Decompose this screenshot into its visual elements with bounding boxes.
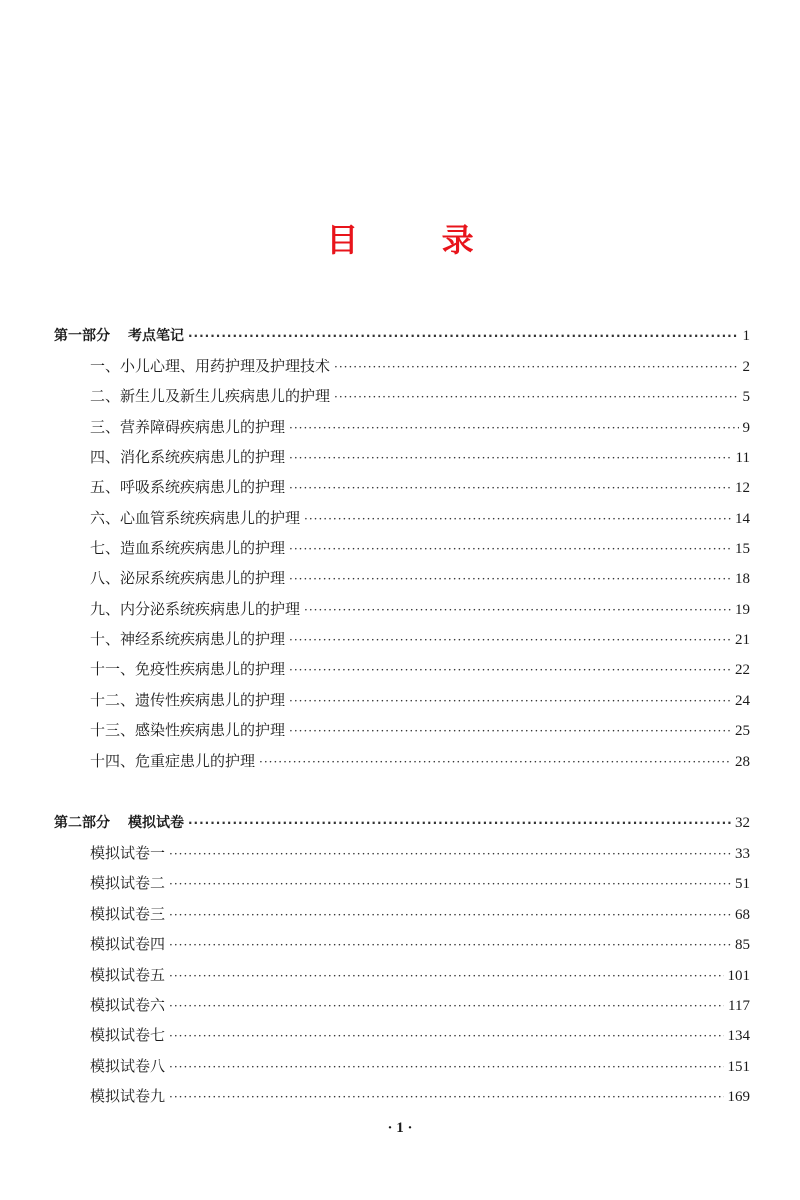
toc-item[interactable] [90, 383, 750, 409]
toc-item[interactable] [90, 414, 750, 440]
dot-leader [289, 415, 738, 441]
dot-leader [259, 749, 731, 775]
dot-leader [289, 536, 731, 562]
toc-item[interactable] [90, 1053, 750, 1079]
toc-item-label: 模拟试卷三 [90, 905, 166, 923]
toc-page-number: 22 [735, 662, 750, 678]
toc-item[interactable] [90, 474, 750, 500]
toc-item[interactable] [90, 535, 750, 561]
toc-page-number: 12 [735, 480, 750, 496]
dot-leader [169, 993, 724, 1019]
toc-item[interactable] [90, 687, 750, 713]
toc-page-number: 15 [735, 541, 750, 557]
toc-part-label: 第一部分 考点笔记 [54, 328, 184, 344]
toc-item-label: 模拟试卷五 [90, 966, 166, 984]
toc-item-label: 六、心血管系统疾病患儿的护理 [90, 509, 301, 527]
toc-item-label: 模拟试卷六 [90, 996, 166, 1014]
toc-item-label: 十、神经系统疾病患儿的护理 [90, 630, 286, 648]
dot-leader [188, 323, 739, 349]
dot-leader [334, 354, 738, 380]
dot-leader [304, 597, 731, 623]
toc-item-label: 一、小儿心理、用药护理及护理技术 [90, 357, 331, 375]
toc-page-number: 21 [735, 632, 750, 648]
dot-leader [289, 718, 731, 744]
toc-item-label: 模拟试卷七 [90, 1026, 166, 1044]
toc-page-number: 51 [735, 876, 750, 892]
dot-leader [289, 566, 731, 592]
toc-item[interactable] [90, 717, 750, 743]
toc-page-number: 28 [735, 754, 750, 770]
toc-page-number: 14 [735, 511, 750, 527]
toc-item-label: 七、造血系统疾病患儿的护理 [90, 539, 286, 557]
page-title: 目 录 [326, 221, 510, 259]
toc-item-label: 模拟试卷四 [90, 935, 166, 953]
toc-item-label: 九、内分泌系统疾病患儿的护理 [90, 600, 301, 618]
toc-item[interactable] [90, 840, 750, 866]
toc-item[interactable] [90, 505, 750, 531]
toc-item[interactable] [90, 748, 750, 774]
toc-page-number: 1 [742, 328, 750, 344]
toc-item[interactable] [90, 962, 750, 988]
toc-page-number: 33 [735, 846, 750, 862]
toc-item-label: 模拟试卷一 [90, 844, 166, 862]
toc-page-number: 101 [727, 968, 750, 984]
toc-page-number: 32 [735, 815, 750, 831]
toc-page-number: 2 [742, 359, 750, 375]
dot-leader [169, 1054, 723, 1080]
toc-item[interactable] [90, 992, 750, 1018]
toc-item-label: 四、消化系统疾病患儿的护理 [90, 448, 286, 466]
toc-item[interactable] [90, 656, 750, 682]
toc-item[interactable] [90, 444, 750, 470]
toc-item[interactable] [90, 596, 750, 622]
toc-item[interactable] [90, 565, 750, 591]
toc-item[interactable] [90, 1083, 750, 1109]
toc-page-number: 9 [742, 420, 750, 436]
toc-item-label: 模拟试卷二 [90, 874, 166, 892]
toc-item-label: 十四、危重症患儿的护理 [90, 752, 256, 770]
toc-item-label: 八、泌尿系统疾病患儿的护理 [90, 569, 286, 587]
toc-page-number: 19 [735, 602, 750, 618]
toc-page-number: 134 [727, 1028, 750, 1044]
dot-leader [304, 506, 731, 532]
dot-leader [188, 810, 731, 836]
dot-leader [169, 932, 731, 958]
toc-item[interactable] [90, 353, 750, 379]
toc-item[interactable] [90, 870, 750, 896]
toc-item-label: 十二、遗传性疾病患儿的护理 [90, 691, 286, 709]
dot-leader [169, 963, 723, 989]
toc-item-label: 模拟试卷八 [90, 1057, 166, 1075]
toc-item-label: 五、呼吸系统疾病患儿的护理 [90, 478, 286, 496]
toc-page-number: 151 [727, 1059, 750, 1075]
toc-part-label: 第二部分 模拟试卷 [54, 815, 184, 831]
toc-item[interactable] [90, 901, 750, 927]
toc-item[interactable] [90, 626, 750, 652]
toc-page-number: 117 [728, 998, 750, 1014]
toc-part-2[interactable] [54, 810, 750, 836]
dot-leader [289, 657, 731, 683]
toc-item-label: 十三、感染性疾病患儿的护理 [90, 721, 286, 739]
dot-leader [169, 841, 731, 867]
toc-page-number: 169 [727, 1089, 750, 1105]
page-number-footer: · 1 · [387, 1120, 413, 1136]
dot-leader [289, 445, 732, 471]
toc-item[interactable] [90, 931, 750, 957]
toc-item[interactable] [90, 1022, 750, 1048]
toc-page-number: 11 [735, 450, 750, 466]
toc-item-label: 二、新生儿及新生儿疾病患儿的护理 [90, 387, 331, 405]
dot-leader [289, 688, 731, 714]
dot-leader [169, 871, 731, 897]
dot-leader [169, 1084, 723, 1110]
dot-leader [289, 627, 731, 653]
toc-page-number: 5 [742, 389, 750, 405]
dot-leader [289, 475, 731, 501]
dot-leader [169, 1023, 723, 1049]
toc-page-number: 25 [735, 723, 750, 739]
dot-leader [169, 902, 731, 928]
toc-page-number: 85 [735, 937, 750, 953]
toc-page-number: 18 [735, 571, 750, 587]
toc-part-1[interactable] [54, 323, 750, 349]
toc-item-label: 三、营养障碍疾病患儿的护理 [90, 418, 286, 436]
toc-page-number: 24 [735, 693, 750, 709]
toc-item-label: 模拟试卷九 [90, 1087, 166, 1105]
dot-leader [334, 384, 738, 410]
toc-page-number: 68 [735, 907, 750, 923]
toc-item-label: 十一、免疫性疾病患儿的护理 [90, 660, 286, 678]
